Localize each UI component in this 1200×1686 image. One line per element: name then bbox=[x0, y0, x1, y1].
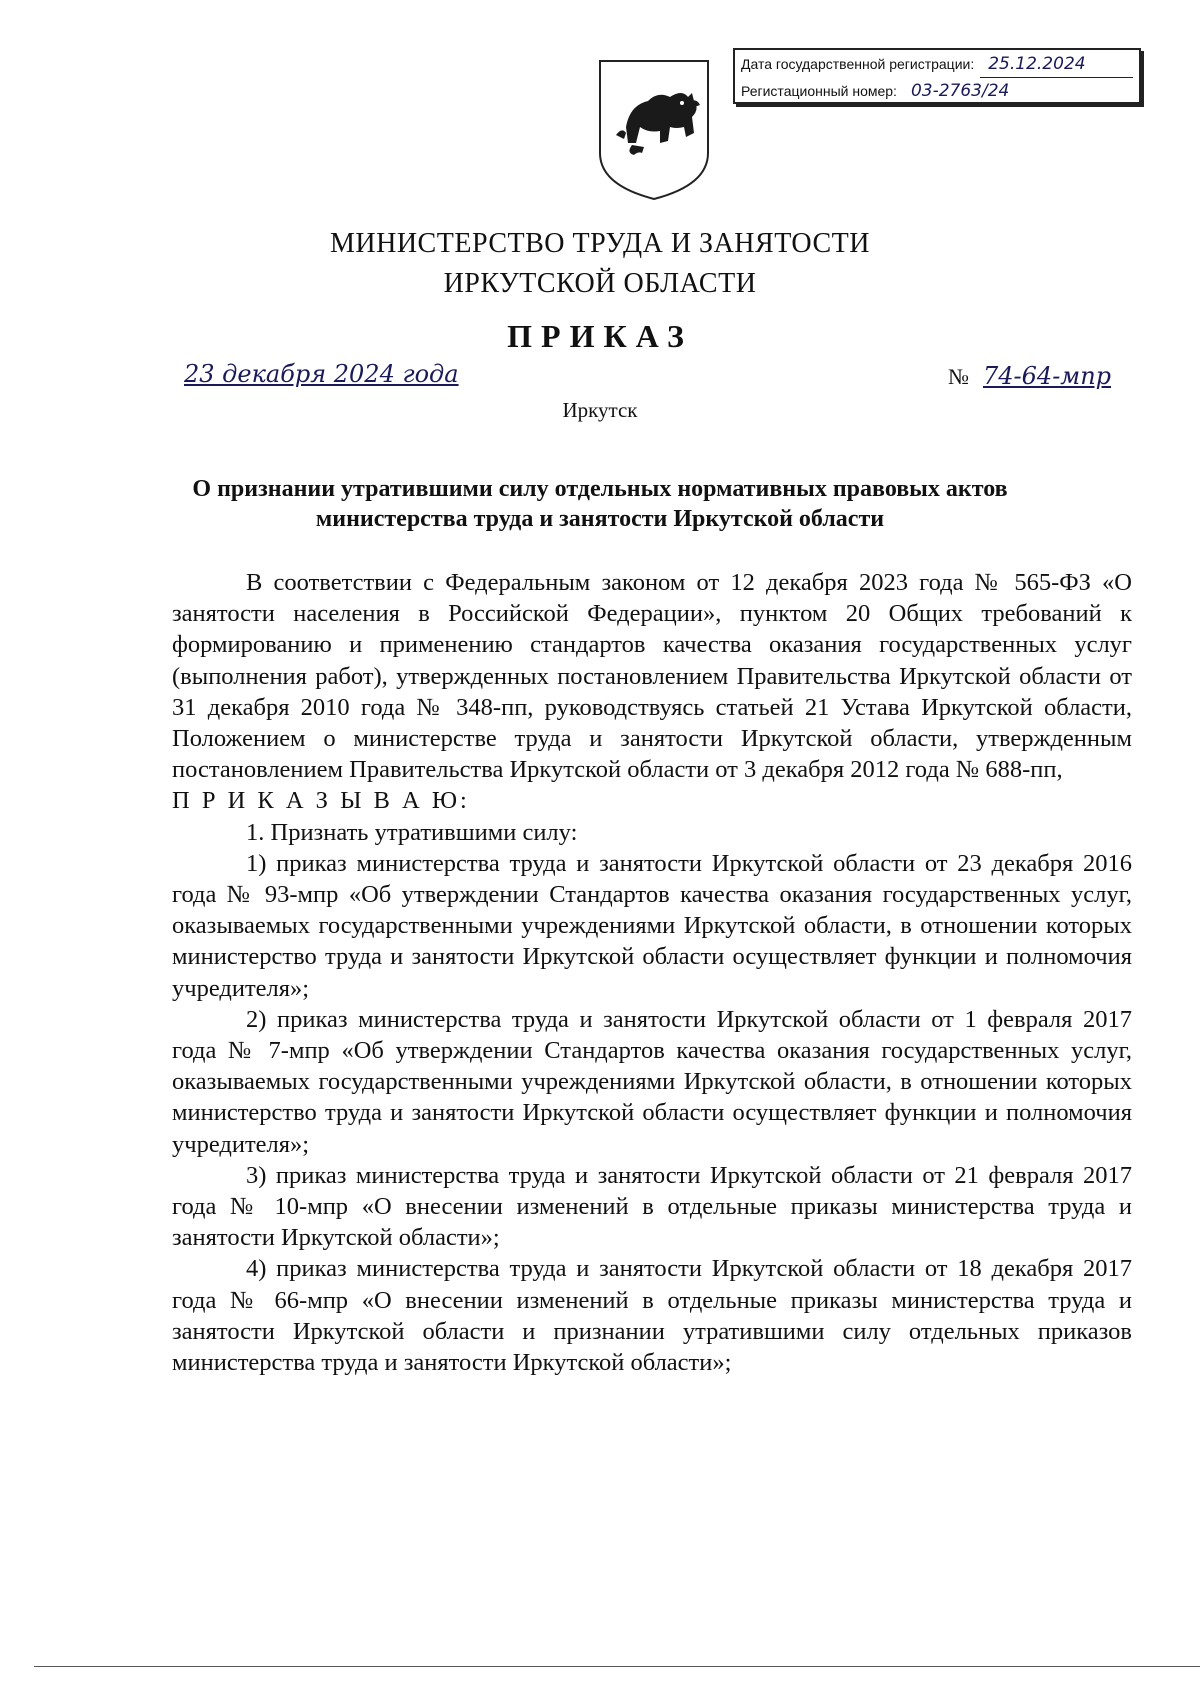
order-word: П Р И К А З Ы В А Ю: bbox=[172, 787, 470, 815]
registration-date-value: 25.12.2024 bbox=[980, 51, 1133, 78]
order-number: 74-64-мпр bbox=[983, 362, 1112, 390]
subitem-2: 2) приказ министерства труда и занятости Иркутской области от 1 февраля 2017 года № 7-мпр «Об утверждении Стандартов качества оказания государственных услуг, оказываемых государственными учреждениями Иркутской области, в отношении которых министерство труда и занятости Иркутской области осуществляет функции и полномочия учредителя»; bbox=[172, 1005, 1132, 1158]
subitem-1: 1) приказ министерства труда и занятости Иркутской области от 23 декабря 2016 года № 93-мпр «Об утверждении Стандартов качества оказания государственных услуг, оказываемых государственными учреждениями Иркутской области, в отношении которых министерство труда и занятости Иркутской области осуществляет функции и полномочия учредителя»; bbox=[172, 849, 1132, 1002]
registration-number-line bbox=[741, 78, 1133, 105]
subitem-4: 4) приказ министерства труда и занятости Иркутской области от 18 декабря 2017 года № 66-мпр «О внесении изменений в отдельные приказы министерства труда и занятости Иркутской области и признании утратившими силу отдельных приказов министерства труда и занятости Иркутской области»; bbox=[172, 1255, 1132, 1377]
registration-date-line bbox=[741, 51, 1133, 78]
document-subject: О признании утратившими силу отдельных нормативных правовых актов министерства труда и занятости Иркутской области bbox=[192, 476, 1008, 532]
ministry-name-line2: ИРКУТСКОЙ ОБЛАСТИ bbox=[443, 268, 757, 299]
item-1: 1. Признать утратившими силу: bbox=[246, 818, 578, 846]
registration-number-value: 03-2763/24 bbox=[903, 78, 1133, 105]
preamble-paragraph: В соответствии с Федеральным законом от 12 декабря 2023 года № 565-ФЗ «О занятости населения в Российской Федерации», пунктом 20 Общих требований к формированию и применению стандартов качества оказания государственных услуг (выполнения работ), утвержденных постановлением Правительства Иркутской области от 31 декабря 2010 года № 348-пп, руководствуясь статьей 21 Устава Иркутской области, Положением о министерстве труда и занятости Иркутской области, утвержденным постановлением Правительства Иркутской области от 3 декабря 2012 года № 688-пп, bbox=[172, 569, 1132, 784]
order-date: 23 декабря 2024 года bbox=[184, 360, 459, 388]
city: Иркутск bbox=[562, 398, 638, 422]
footer-divider bbox=[34, 1666, 1200, 1667]
document-type-title: ПРИКАЗ bbox=[507, 318, 693, 354]
subitem-3: 3) приказ министерства труда и занятости Иркутской области от 21 февраля 2017 года № 10-мпр «О внесении изменений в отдельные приказы министерства труда и занятости Иркутской области»; bbox=[172, 1161, 1132, 1252]
registration-stamp bbox=[733, 48, 1141, 104]
ministry-name-line1: МИНИСТЕРСТВО ТРУДА И ЗАНЯТОСТИ bbox=[330, 228, 870, 259]
document-body bbox=[172, 567, 1132, 1378]
registration-date-label: Дата государственной регистрации: bbox=[741, 56, 975, 72]
coat-of-arms-icon bbox=[596, 57, 712, 203]
number-sign: № bbox=[948, 364, 969, 389]
order-number-block bbox=[948, 362, 1111, 390]
registration-number-label: Регистационный номер: bbox=[741, 83, 897, 99]
